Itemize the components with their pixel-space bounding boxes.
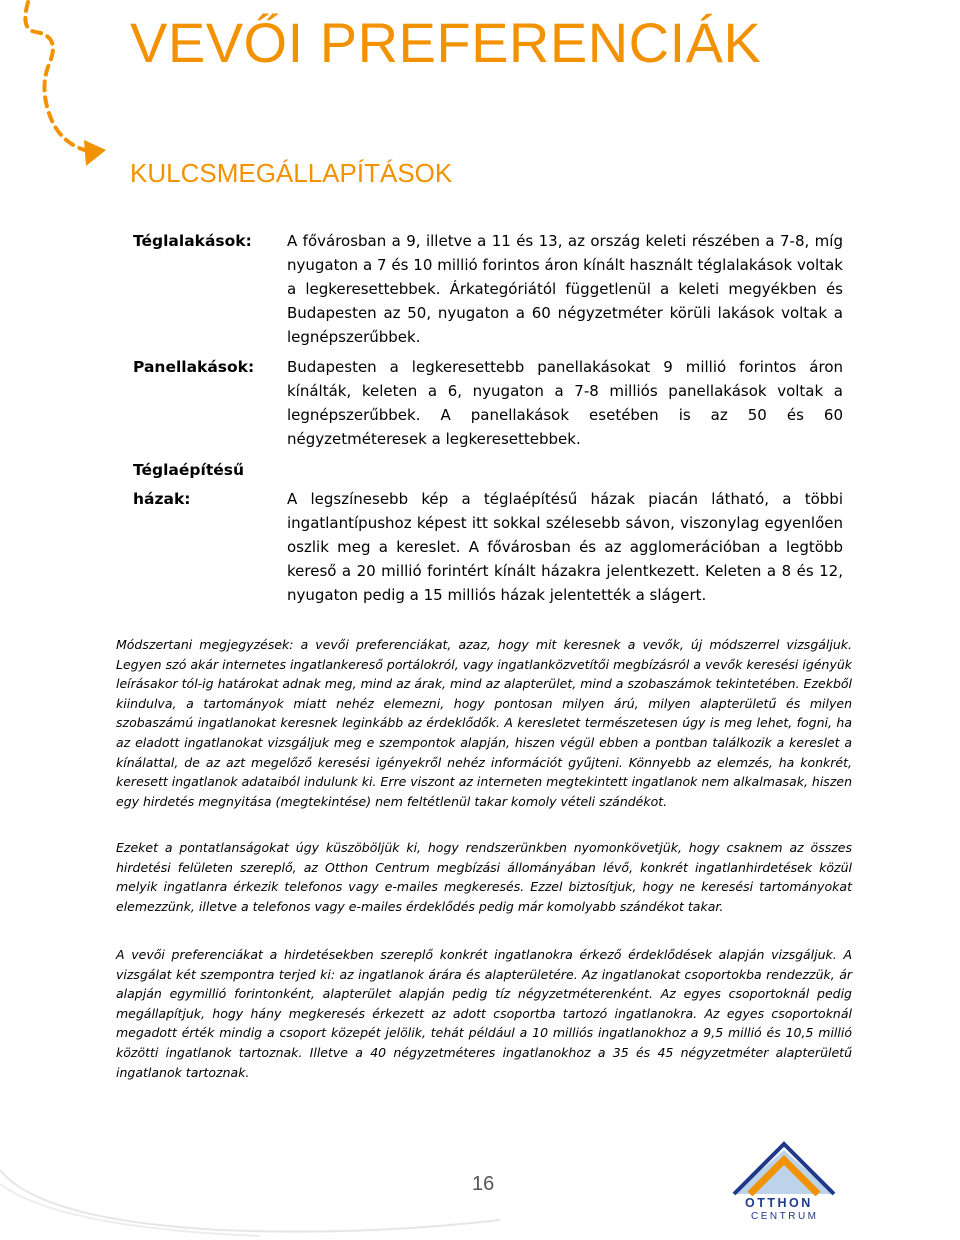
- swoosh-decoration: [0, 1150, 520, 1240]
- finding-text-teglaepitesu-hazak: A legszínesebb kép a téglaépítésű házak piacán látható, a többi ingatlantípushoz képest itt sokkal szélesebb sávon, viszonylag egyenlően oszlik meg a kereslet. A fővárosban és az agglomerációban a legtöbb kereső a 20 millió forintért kínált házakra jelentkezett. Keleten a 8 és 12, nyugaton pedig a 15 milliós házak jelentették a slágert.: [287, 490, 843, 604]
- logo-text-top: OTTHON: [745, 1196, 813, 1210]
- methodology-note-2: Ezeket a pontatlanságokat úgy küszöböljük ki, hogy rendszerünkben nyomonkövetjük, hogy csaknem az összes hirdetési felületen szereplő, az Otthon Centrum megbízási állományában lévő, konkrét ingatlanhirdetések közül melyik ingatlanra érkezik telefonos vagy e-mailes megkeresés. Ezzel biztosítjuk, hogy ne keresési tartományokat elemezzünk, illetve a telefonos vagy e-mailes érdeklődés pedig már komolyabb szándékot takar.: [116, 840, 852, 914]
- dashed-arrow-decoration: [0, 0, 120, 180]
- finding-label-teglaepitesu-line1: Téglaépítésű: [133, 461, 244, 479]
- finding-label-panellakasok: Panellakások:: [133, 358, 255, 376]
- methodology-note-1: Módszertani megjegyzések: a vevői preferenciákat, azaz, hogy mit keresnek a vevők, új módszerrel vizsgáljuk. Legyen szó akár internetes ingatlankereső portálokról, vagy ingatlanközvetítői megbízásról a vevők keresési igényük leírásakor tól-ig határokat adnak meg, mind az árak, mind az alapterület, mind a szobaszámok tekintetében. Ezekből kiindulva, a tartományok miatt nehéz elemezni, hogy pontosan milyen árú, milyen alapterületű és milyen szobaszámú ingatlanokat keresnek leginkább az érdeklődők. A keresletet természetesen úgy is meg lehet, fogni, ha az eladott ingatlanokat vizsgáljuk meg e szempontok alapján, hiszen végül ebben a pontban találkozik a kereslet a kínálattal, de az azt megelőző keresési igényekről nehéz információt gyűjteni. Könnyebb az elemzés, ha konkrét, keresett ingatlanok adataiból indulunk ki. Erre viszont az interneten megtekintett ingatlanok nem alkalmasak, hiszen egy hirdetés megnyitása (megtekintése) nem feltétlenül takar komoly vételi szándékot.: [116, 637, 852, 809]
- finding-text-teglalakasok: A fővárosban a 9, illetve a 11 és 13, az ország keleti részében a 7-8, míg nyugaton a 7 és 10 millió forintos áron kínált használt téglalakások voltak a legkeresettebbek. Árkategóriától függetlenül a keleti megyékben és Budapesten az 50, nyugaton a 60 négyzetméter körüli lakások voltak a legnépszerűbbek.: [287, 232, 843, 346]
- page-number: 16: [472, 1173, 495, 1195]
- finding-text-panellakasok: Budapesten a legkeresettebb panellakásokat 9 millió forintos áron kínálták, keleten a 6, nyugaton a 7-8 milliós panellakások voltak a legnépszerűbbek. A panellakások esetében is az 50 és 60 négyzetméteresek a legkeresettebbek.: [287, 358, 843, 448]
- finding-label-teglaepitesu-line2: házak:: [133, 490, 191, 508]
- otthon-centrum-logo: [728, 1130, 840, 1230]
- house-roof-icon: [728, 1130, 840, 1196]
- section-title: KULCSMEGÁLLAPÍTÁSOK: [130, 158, 453, 188]
- logo-text-bottom: CENTRUM: [751, 1211, 819, 1222]
- methodology-note-3: A vevői preferenciákat a hirdetésekben szereplő konkrét ingatlanokra érkező érdeklődések alapján vizsgáljuk. A vizsgálat két szempontra terjed ki: az ingatlanok árára és alapterületére. Az ingatlanokat csoportokba rendezzük, ár alapján egymillió forintonként, alapterület alapján pedig tíz négyzetméterenként. Az egyes csoportoknál pedig megállapítjuk, hogy hány megkeresés érkezett az adott csoportba tartozó ingatlanokra. Az egyes csoportoknál megadott érték mindig a csoport közepét jelölik, tehát például a 10 milliós ingatlanokhoz a 9,5 millió és 10,5 millió közötti ingatlanok tartoznak. Illetve a 40 négyzetméteres ingatlanokhoz a 35 és 45 négyzetméter alapterületű ingatlanok tartoznak.: [116, 947, 852, 1080]
- page-title: VEVŐI PREFERENCIÁK: [130, 11, 762, 74]
- finding-label-teglalakasok: Téglalakások:: [133, 232, 252, 250]
